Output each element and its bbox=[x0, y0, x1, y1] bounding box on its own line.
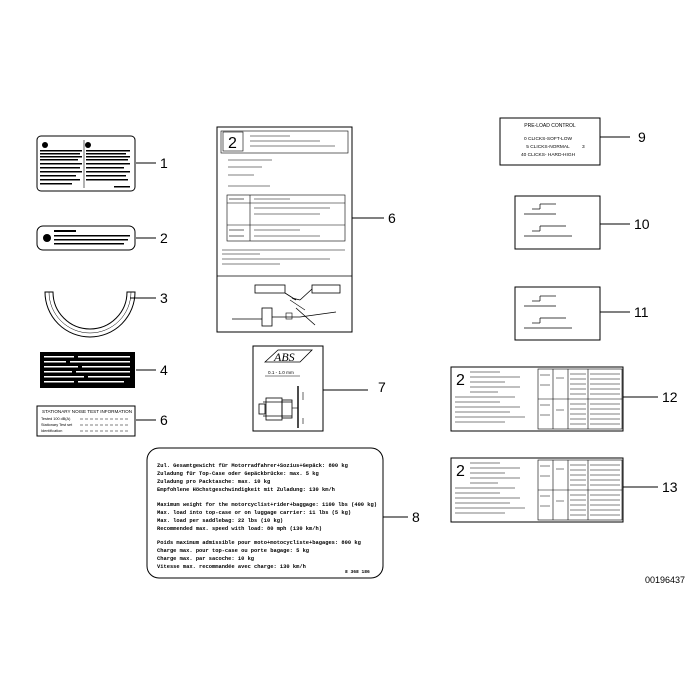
load-line-8: Recommended max. speed with load: 80 mph (130 km/h) bbox=[157, 526, 322, 532]
label-item-8-load bbox=[147, 448, 383, 578]
load-line-9: Poids maximum admissible pour moto+motocycliste+bagages: 800 kg bbox=[157, 540, 361, 546]
noise-label-row1: Tested 100 dB(A) bbox=[41, 417, 71, 421]
label-item-1 bbox=[37, 136, 135, 191]
preload-title: PRE-LOAD CONTROL bbox=[524, 123, 576, 129]
label-item-10 bbox=[515, 196, 600, 249]
callout-12: 12 bbox=[662, 389, 678, 405]
load-line-12: Vitesse max. recommandée avec charge: 130 km/h bbox=[157, 564, 306, 570]
load-line-6: Max. load into top-case or on luggage carrier: 11 lbs (5 kg) bbox=[157, 510, 352, 516]
callout-8: 8 bbox=[412, 509, 420, 525]
callout-3: 3 bbox=[160, 290, 168, 306]
preload-line-3: 40 CLICKS- HARD-HIGH bbox=[520, 153, 576, 158]
panel13-number: 2 bbox=[456, 463, 465, 480]
abs-dimension: 0.1 - 1.0 mm bbox=[268, 370, 294, 375]
callout-9: 9 bbox=[638, 129, 646, 145]
noise-label-row2: Stationary Test set bbox=[41, 423, 73, 427]
callout-2: 2 bbox=[160, 230, 168, 246]
label-item-6-noise bbox=[37, 406, 135, 436]
load-line-4: Empfohlene Höchstgeschwindigkeit mit Zuladung: 130 km/h bbox=[157, 487, 335, 493]
label-item-13-table bbox=[451, 458, 623, 522]
callout-6-center: 6 bbox=[388, 210, 396, 226]
load-line-3: Zuladung pro Packtasche: max. 10 kg bbox=[157, 479, 271, 485]
load-line-7: Max. load per saddlebag: 22 lbs (10 kg) bbox=[157, 518, 284, 524]
load-line-2: Zuladung für Top-Case oder Gepäckbrücke: max. 5 kg bbox=[157, 471, 319, 477]
load-line-11: Charge max. par sacoche: 10 kg bbox=[157, 556, 255, 562]
callout-1: 1 bbox=[160, 155, 168, 171]
abs-logo: ABS bbox=[274, 350, 295, 364]
callout-6-left: 6 bbox=[160, 412, 168, 428]
callout-7: 7 bbox=[378, 379, 386, 395]
preload-line-1: 0 CLICKS-SOFT-LOW bbox=[524, 137, 572, 142]
preload-mark: 3 bbox=[582, 145, 585, 150]
label-item-11 bbox=[515, 287, 600, 340]
label-item-12-table bbox=[451, 367, 623, 431]
load-line-10: Charge max. pour top-case ou porte bagage: 5 kg bbox=[157, 548, 310, 554]
label-item-7-abs bbox=[253, 346, 323, 431]
noise-label-title: STATIONARY NOISE TEST INFORMATION bbox=[42, 409, 133, 414]
callout-13: 13 bbox=[662, 479, 678, 495]
load-line-5: Maximum weight for the motorcyclist+rider+baggage: 1100 lbs (400 kg) bbox=[157, 502, 377, 508]
noise-label-row3: Identification bbox=[41, 429, 63, 433]
preload-line-2: 5 CLICKS-NORMAL bbox=[526, 145, 570, 150]
label-item-2 bbox=[37, 226, 135, 250]
load-part-number: 8 368 186 bbox=[345, 570, 370, 575]
label-item-9-preload bbox=[500, 118, 600, 165]
callout-4: 4 bbox=[160, 362, 168, 378]
callout-10: 10 bbox=[634, 216, 650, 232]
panel12-number: 2 bbox=[456, 372, 465, 389]
label-item-4 bbox=[40, 352, 135, 388]
callout-11: 11 bbox=[634, 304, 649, 320]
panel-item-6 bbox=[217, 127, 352, 332]
arc-strip-item-3 bbox=[45, 292, 135, 337]
load-line-1: Zul. Gesamtgewicht für Motorradfahrer+Sozius+Gepäck: 800 kg bbox=[157, 463, 348, 469]
drawing-reference-number: 00196437 bbox=[644, 575, 685, 585]
panel6-number: 2 bbox=[228, 135, 237, 152]
